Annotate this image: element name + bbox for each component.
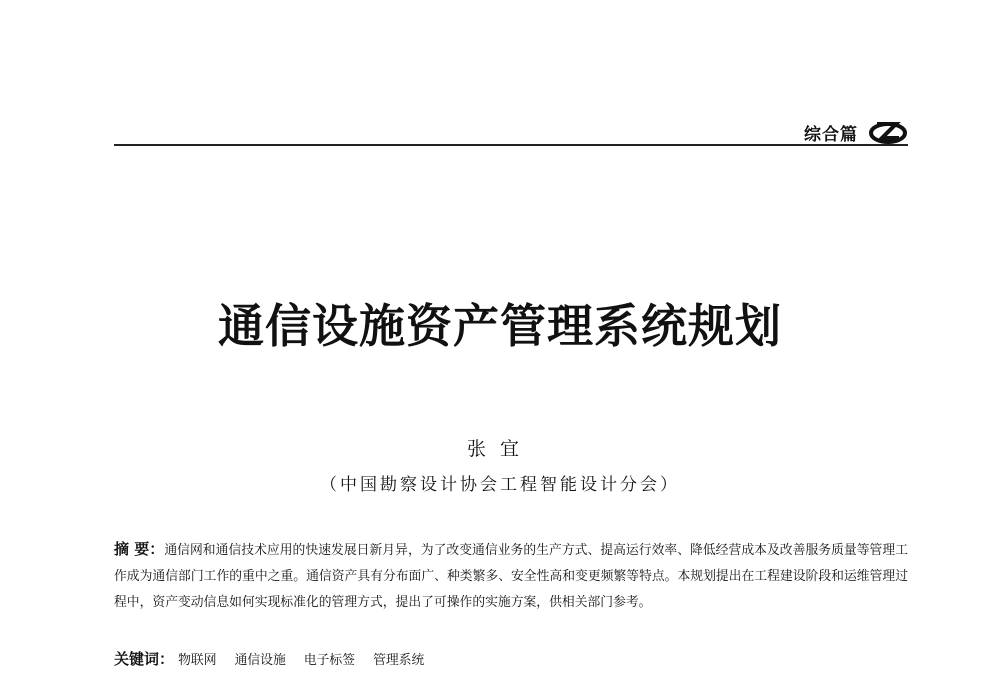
author-name: 张宜 xyxy=(466,438,533,460)
journal-logo-icon xyxy=(868,118,908,146)
running-header xyxy=(804,118,908,146)
keywords-label: 关键词： xyxy=(114,650,175,668)
article-title: 通信设施资产管理系统规划 xyxy=(218,299,782,353)
abstract xyxy=(114,536,908,616)
keywords xyxy=(114,646,908,674)
keyword: 物联网 xyxy=(178,653,217,668)
abstract-label: 摘 要： xyxy=(114,540,165,558)
section-label: 综合篇 xyxy=(804,124,858,145)
header-rule xyxy=(114,144,908,146)
keyword: 通信设施 xyxy=(234,653,286,668)
keyword: 电子标签 xyxy=(303,653,356,668)
author-affiliation: （中国勘察设计协会工程智能设计分会） xyxy=(320,475,680,495)
keyword: 管理系统 xyxy=(373,653,425,668)
abstract-text: 通信网和通信技术应用的快速发展日新月异，为了改变通信业务的生产方式、提高运行效率、降低经营成本及改善服务质量等管理工作成为通信部门工作的重中之重。通信资产具有分布面广、种类繁多、安全性高和变更频繁等特点。本规划提出在工程建设阶段和运维管理过程中，资产变动信息如何实现标准化的管理方式，提出了可操作的实施方案，供相关部门参考。 xyxy=(114,543,908,610)
